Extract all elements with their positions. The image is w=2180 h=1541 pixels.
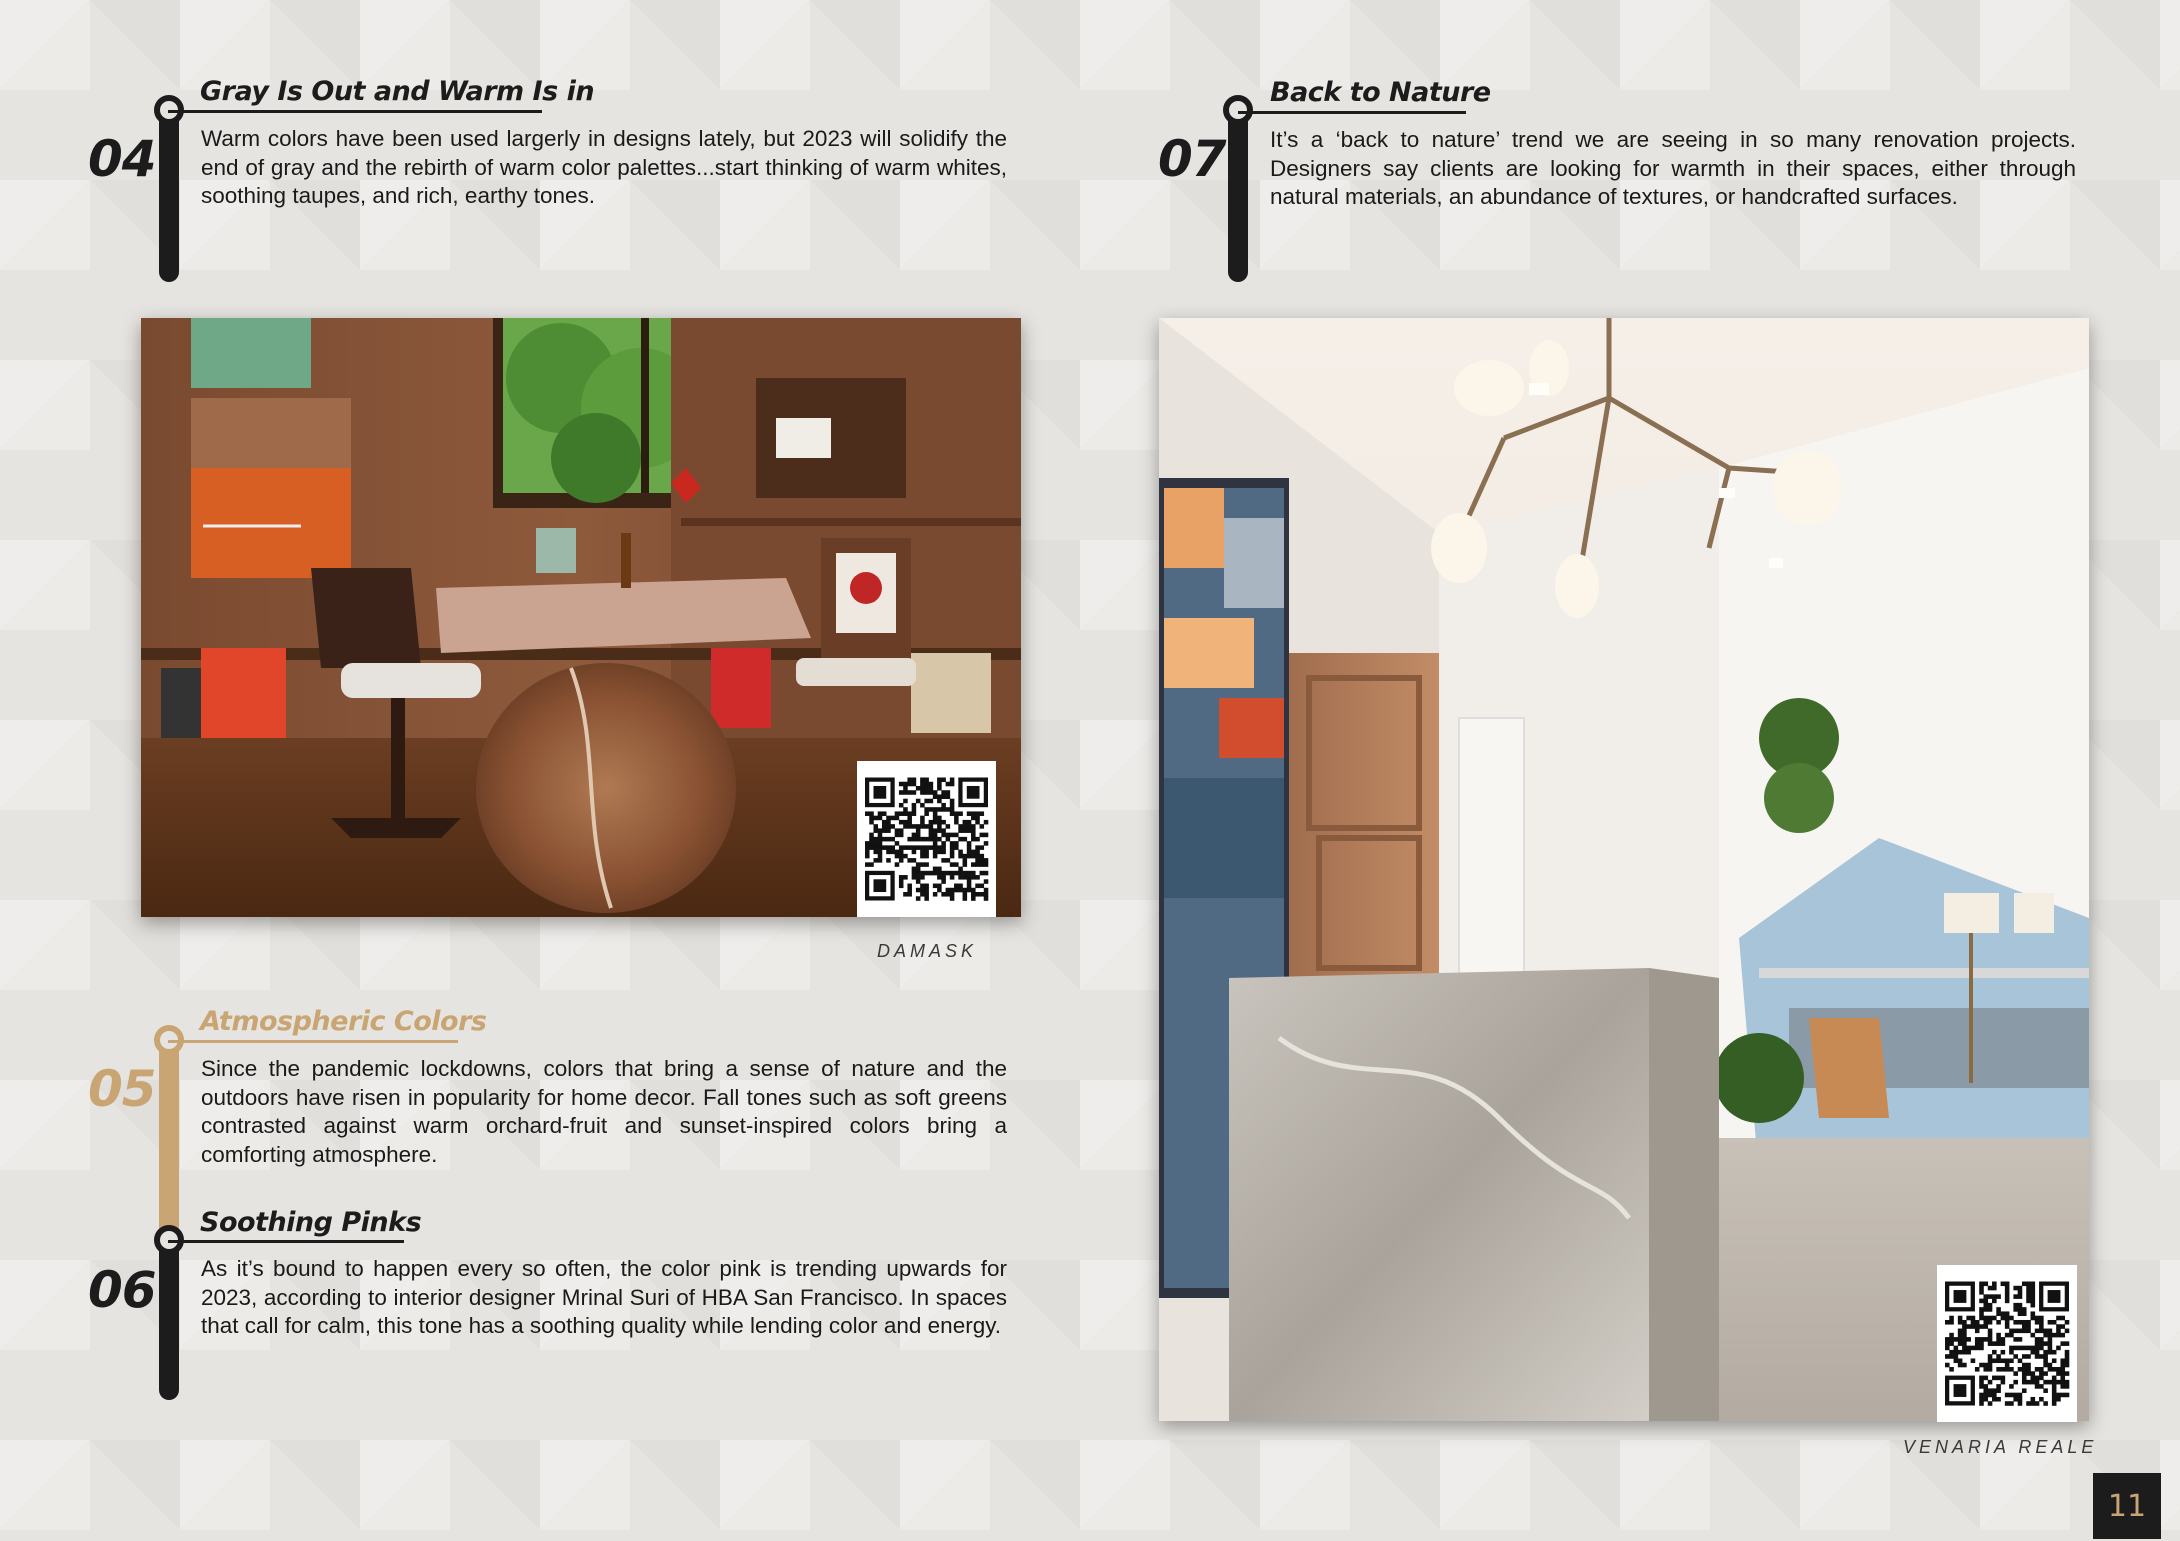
qr-code[interactable] [1937, 1265, 2077, 1422]
page-number: 11 [2093, 1473, 2161, 1539]
timeline-stem [159, 110, 179, 282]
qr-code-pattern [1937, 1265, 2077, 1422]
section-title: Soothing Pinks [200, 1207, 422, 1238]
section-number: 05 [88, 1060, 156, 1118]
section-number: 06 [88, 1261, 156, 1319]
title-underline [1238, 111, 1466, 114]
qr-code-pattern [857, 761, 996, 917]
section-body: It’s a ‘back to nature’ trend we are seeing in so many renovation projects. Designers say clients are looking for warmth in their spaces, either through natural materials, an abundance of textures, or handcrafted surfaces. [1270, 127, 2076, 209]
timeline-stem [1228, 110, 1248, 282]
title-underline [168, 1240, 404, 1243]
timeline-stem [159, 1040, 179, 1240]
title-underline [168, 110, 542, 113]
section-body: As it’s bound to happen every so often, the color pink is trending upwards for 2023, according to interior designer Mrinal Suri of HBA San Francisco. In spaces that call for calm, this tone has a soothing quality while lending color and energy. [201, 1256, 1007, 1338]
section-number: 07 [1158, 130, 1226, 188]
photo-caption: DAMASK [877, 941, 978, 961]
qr-code[interactable] [857, 761, 996, 917]
section-number: 04 [88, 130, 156, 188]
section-title: Atmospheric Colors [200, 1006, 487, 1037]
section-title: Gray Is Out and Warm Is in [200, 76, 595, 107]
timeline-node [1223, 95, 1253, 125]
section-body: Since the pandemic lockdowns, colors that bring a sense of nature and the outdoors have risen in popularity for home decor. Fall tones such as soft greens contrasted against warm orchard-fruit and sunset-inspired colors bring a comforting atmosphere. [201, 1056, 1007, 1167]
section-title: Back to Nature [1270, 77, 1491, 108]
section-body: Warm colors have been used largerly in designs lately, but 2023 will solidify the end of gray and the rebirth of warm color palettes...start thinking of warm whites, soothing taupes, and rich, earthy tones. [201, 126, 1007, 208]
timeline-stem [159, 1240, 179, 1400]
photo-caption: VENARIA REALE [1903, 1437, 2098, 1457]
title-underline [168, 1040, 458, 1043]
photo-venaria-reale [1159, 318, 2089, 1421]
interior-marble-lobby-image [1159, 318, 2089, 1421]
